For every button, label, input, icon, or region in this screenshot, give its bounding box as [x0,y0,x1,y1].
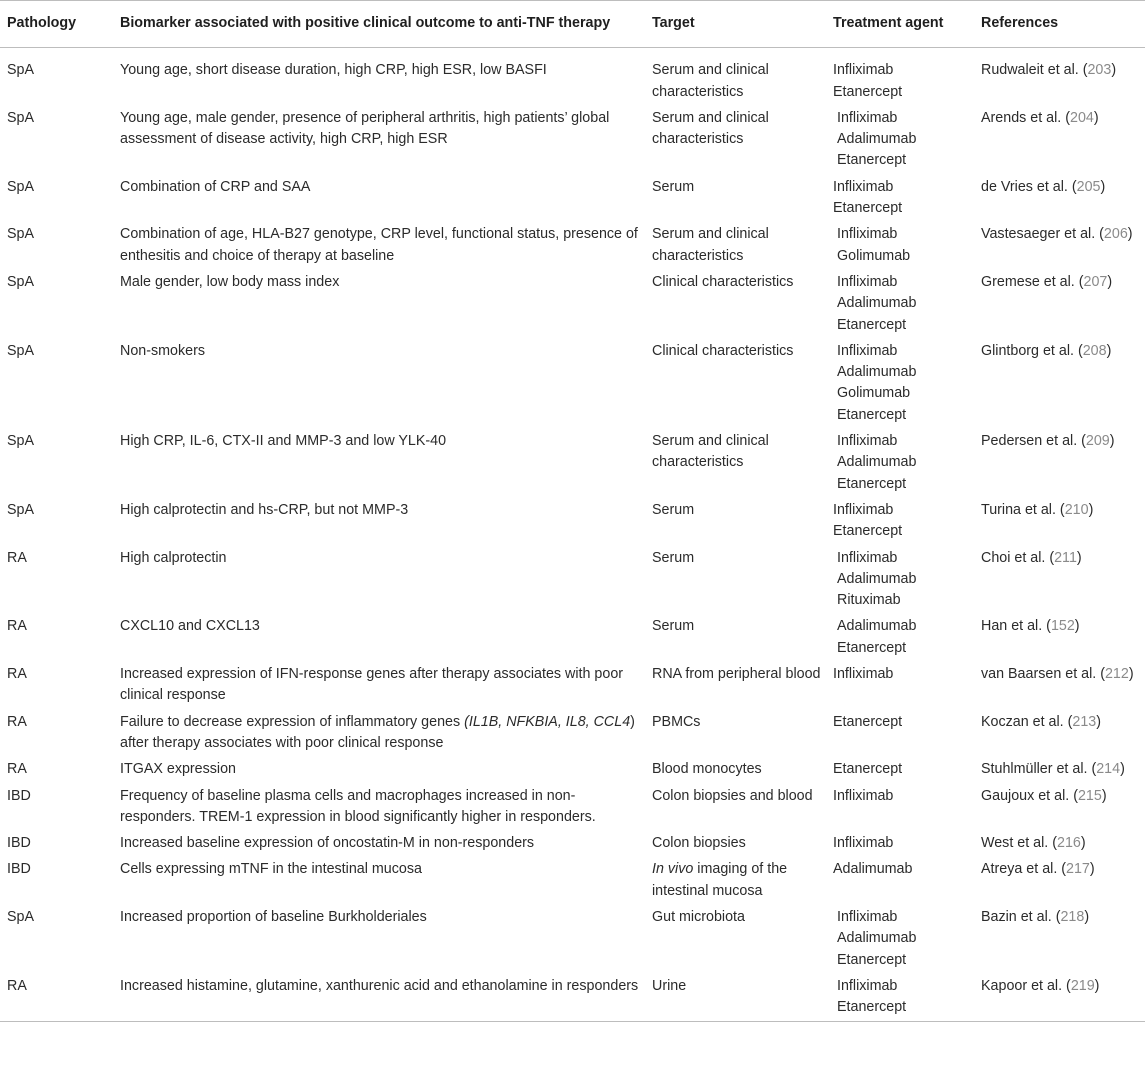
table-row [0,339,1145,429]
cell-target [644,546,825,615]
cell-biomarker [113,175,644,223]
cell-target [644,831,825,857]
cell-reference [973,710,1145,758]
cell-target [644,175,825,223]
target-text: Blood monocytes [652,761,762,778]
biomarker-text: Young age, short disease duration, high CRP, high ESR, low BASFI [120,62,547,79]
table-row [0,857,1145,905]
biomarker-text: Increased baseline expression of oncostatin-M in non-responders [120,835,535,852]
cell-biomarker [113,784,644,832]
reference-author: Stuhlmüller et al. ( [981,761,1097,778]
reference-author: Han et al. ( [981,618,1051,635]
cell-target [644,106,825,175]
target-text: Serum [652,178,695,195]
treatment-agent: Infliximab [837,226,898,243]
table-row [0,429,1145,498]
cell-pathology: SpA [7,109,35,126]
cell-pathology: SpA [7,433,35,450]
treatment-agent: Infliximab [837,908,898,925]
reference-author: van Baarsen et al. ( [981,666,1105,683]
cell-pathology: SpA [7,62,35,79]
cell-treatment-agent [825,614,973,662]
reference-close: ) [1074,618,1080,635]
target-text: Colon biopsies [652,835,746,852]
table-header [0,1,1145,48]
cell-biomarker [113,270,644,339]
cell-treatment-agent [825,546,973,615]
reference-close: ) [1111,62,1117,79]
cell-target [644,974,825,1022]
cell-reference [973,757,1145,783]
reference-number: 206 [1103,226,1128,243]
treatment-agent: Adalimumab [837,295,917,312]
reference-number: 214 [1096,761,1121,778]
reference-number: 213 [1072,713,1097,730]
reference-close: ) [1089,861,1095,878]
cell-target [644,429,825,498]
table-body [0,48,1145,1022]
reference-author: Arends et al. ( [981,109,1070,126]
reference-number: 210 [1064,501,1089,518]
biomarker-text: ITGAX expression [120,761,237,778]
cell-target [644,339,825,429]
target-text: Clinical characteristics [652,273,794,290]
target-text: Serum [652,549,695,566]
cell-treatment-agent [825,662,973,710]
reference-number: 207 [1083,273,1108,290]
reference-author: Atreya et al. ( [981,861,1067,878]
table-row [0,784,1145,832]
reference-close: ) [1106,342,1112,359]
biomarker-text: Combination of CRP and SAA [120,178,311,195]
biomarker-text: Failure to decrease expression of inflammatory genes [120,713,465,730]
reference-close: ) [1093,109,1099,126]
reference-number: 204 [1070,109,1094,126]
reference-close: ) [1109,433,1115,450]
treatment-agent: Etanercept [833,200,903,217]
treatment-agent: Etanercept [837,951,907,968]
reference-number: 209 [1085,433,1110,450]
cell-biomarker [113,614,644,662]
treatment-agent: Infliximab [833,62,894,79]
cell-biomarker [113,106,644,175]
reference-close: ) [1128,666,1134,683]
cell-biomarker [113,831,644,857]
cell-pathology: SpA [7,178,35,195]
target-text: Gut microbiota [652,908,745,925]
reference-close: ) [1094,977,1100,994]
target-text: Serum and clinical characteristics [652,62,769,100]
cell-treatment-agent [825,784,973,832]
treatment-agent: Adalimumab [837,131,917,148]
reference-number: 203 [1087,62,1112,79]
reference-number: 152 [1050,618,1075,635]
cell-target [644,662,825,710]
cell-treatment-agent [825,974,973,1022]
treatment-agent: Etanercept [837,475,907,492]
reference-number: 216 [1057,835,1081,852]
cell-reference [973,857,1145,905]
reference-close: ) [1107,273,1113,290]
treatment-agent: Adalimumab [837,930,917,947]
biomarker-text: High calprotectin and hs-CRP, but not MMP-3 [120,501,409,518]
cell-target [644,784,825,832]
cell-pathology: RA [7,761,27,778]
cell-treatment-agent [825,857,973,905]
cell-reference [973,905,1145,974]
treatment-agent: Infliximab [833,666,894,683]
cell-reference [973,662,1145,710]
cell-pathology: RA [7,666,27,683]
treatment-agent: Adalimumab [837,570,917,587]
reference-author: Pedersen et al. ( [981,433,1086,450]
header-row [0,1,1145,48]
cell-reference [973,974,1145,1022]
cell-target [644,710,825,758]
reference-close: ) [1084,908,1090,925]
reference-number: 215 [1077,787,1102,804]
reference-number: 211 [1054,549,1077,566]
reference-number: 219 [1070,977,1095,994]
target-text: Serum and clinical characteristics [652,433,769,471]
cell-pathology: SpA [7,342,35,359]
header-biomarker: Biomarker associated with positive clinical outcome to anti-TNF therapy [120,15,611,31]
reference-author: Gaujoux et al. ( [981,787,1078,804]
cell-treatment-agent [825,339,973,429]
target-text: Colon biopsies and blood [652,787,813,804]
biomarker-text: Increased expression of IFN-response genes after therapy associates with poor clinical response [120,666,624,704]
cell-pathology: IBD [7,835,31,852]
header-references: References [981,15,1059,31]
treatment-agent: Infliximab [837,109,898,126]
treatment-agent: Etanercept [833,83,903,100]
cell-reference [973,106,1145,175]
treatment-agent: Golimumab [837,247,911,264]
biomarker-text: Young age, male gender, presence of peripheral arthritis, high patients’ global assessment of disease activity, high CRP, high ESR [120,109,610,148]
reference-author: Choi et al. ( [981,549,1055,566]
reference-number: 205 [1076,178,1101,195]
biomarker-text-italic: (IL1B, NFKBIA, IL8, CCL4 [464,713,631,730]
reference-close: ) [1076,549,1082,566]
cell-treatment-agent [825,498,973,546]
target-text: PBMCs [652,713,701,730]
table-row [0,757,1145,783]
cell-pathology: SpA [7,501,35,518]
reference-close: ) [1088,501,1094,518]
cell-target [644,757,825,783]
treatment-agent: Golimumab [837,385,911,402]
table-row [0,662,1145,710]
reference-author: Glintborg et al. ( [981,342,1083,359]
reference-author: Turina et al. ( [981,501,1065,518]
cell-target [644,270,825,339]
table-row [0,614,1145,662]
cell-treatment-agent [825,831,973,857]
cell-reference [973,222,1145,270]
cell-reference [973,270,1145,339]
reference-author: Rudwaleit et al. ( [981,62,1088,79]
cell-pathology: RA [7,549,27,566]
target-text: Serum [652,618,695,635]
cell-reference [973,831,1145,857]
treatment-agent: Etanercept [833,761,903,778]
cell-biomarker [113,710,644,758]
cell-treatment-agent [825,905,973,974]
reference-author: Bazin et al. ( [981,908,1061,925]
treatment-agent: Infliximab [837,273,898,290]
target-text: imaging of the intestinal mucosa [652,861,788,899]
treatment-agent: Etanercept [837,316,907,333]
table-row [0,106,1145,175]
target-text: Serum and clinical characteristics [652,226,769,264]
target-text-italic: In vivo [652,861,694,878]
table-row [0,905,1145,974]
biomarker-text: Cells expressing mTNF in the intestinal mucosa [120,861,422,878]
reference-number: 218 [1060,908,1085,925]
cell-pathology: RA [7,977,27,994]
cell-reference [973,498,1145,546]
cell-target [644,614,825,662]
treatment-agent: Infliximab [833,835,894,852]
target-text: Clinical characteristics [652,342,794,359]
treatment-agent: Etanercept [833,713,903,730]
cell-reference [973,48,1145,106]
cell-biomarker [113,222,644,270]
cell-pathology: SpA [7,273,35,290]
treatment-agent: Etanercept [837,639,907,656]
reference-close: ) [1080,835,1086,852]
cell-reference [973,339,1145,429]
cell-reference [973,784,1145,832]
treatment-agent: Etanercept [833,523,903,540]
treatment-agent: Etanercept [837,406,907,423]
reference-author: de Vries et al. ( [981,178,1077,195]
table-row [0,710,1145,758]
treatment-agent: Infliximab [837,549,898,566]
biomarker-text: ) after therapy associates with poor clinical response [120,713,635,751]
reference-number: 208 [1082,342,1107,359]
table-row [0,48,1145,106]
reference-author: Koczan et al. ( [981,713,1073,730]
table-row [0,974,1145,1022]
header-treatment-agent: Treatment agent [833,15,944,31]
cell-reference [973,546,1145,615]
cell-target [644,857,825,905]
target-text: RNA from peripheral blood [652,666,821,683]
cell-treatment-agent [825,757,973,783]
reference-author: Vastesaeger et al. ( [981,226,1104,243]
biomarker-text: Male gender, low body mass index [120,273,340,290]
cell-biomarker [113,757,644,783]
treatment-agent: Infliximab [837,977,898,994]
table-row [0,546,1145,615]
cell-pathology: SpA [7,908,35,925]
biomarker-text: Frequency of baseline plasma cells and macrophages increased in non-responders. TREM-1 expression in blood significantly higher in responders. [120,787,596,825]
table-row [0,175,1145,223]
reference-close: ) [1120,761,1125,778]
cell-treatment-agent [825,222,973,270]
cell-biomarker [113,546,644,615]
table-row [0,222,1145,270]
reference-author: Gremese et al. ( [981,273,1084,290]
cell-pathology: IBD [7,787,31,804]
cell-biomarker [113,974,644,1022]
cell-reference [973,429,1145,498]
target-text: Serum [652,501,695,518]
biomarker-text: High calprotectin [120,549,227,566]
biomarker-text: CXCL10 and CXCL13 [120,618,260,635]
header-pathology: Pathology [7,15,77,31]
cell-pathology: IBD [7,861,31,878]
header-target: Target [652,15,695,31]
biomarker-text: Increased histamine, glutamine, xanthurenic acid and ethanolamine in responders [120,977,639,994]
biomarker-text: Combination of age, HLA-B27 genotype, CRP level, functional status, presence of enthesitis and choice of therapy at baseline [120,226,638,264]
cell-reference [973,175,1145,223]
reference-number: 212 [1104,666,1129,683]
treatment-agent: Infliximab [833,787,894,804]
biomarker-text: Increased proportion of baseline Burkholderiales [120,908,427,925]
table-row [0,498,1145,546]
treatment-agent: Adalimumab [837,618,917,635]
cell-target [644,222,825,270]
cell-reference [973,614,1145,662]
cell-biomarker [113,662,644,710]
reference-number: 217 [1066,861,1090,878]
treatment-agent: Rituximab [837,592,901,609]
treatment-agent: Infliximab [833,501,894,518]
treatment-agent: Adalimumab [837,454,917,471]
cell-treatment-agent [825,429,973,498]
treatment-agent: Infliximab [837,433,898,450]
reference-close: ) [1100,178,1106,195]
biomarker-text: Non-smokers [120,342,206,359]
biomarker-text: High CRP, IL-6, CTX-II and MMP-3 and low YLK-40 [120,433,447,450]
cell-treatment-agent [825,175,973,223]
target-text: Serum and clinical characteristics [652,109,769,148]
treatment-agent: Adalimumab [833,861,913,878]
cell-treatment-agent [825,48,973,106]
table-row [0,270,1145,339]
cell-target [644,48,825,106]
cell-pathology: RA [7,618,27,635]
reference-close: ) [1096,713,1102,730]
cell-treatment-agent [825,106,973,175]
treatment-agent: Adalimumab [837,364,917,381]
table-row [0,831,1145,857]
reference-close: ) [1127,226,1133,243]
treatment-agent: Infliximab [833,178,894,195]
cell-biomarker [113,48,644,106]
cell-pathology: SpA [7,226,35,243]
reference-author: West et al. ( [981,835,1058,852]
treatment-agent: Infliximab [837,342,898,359]
treatment-agent: Etanercept [837,999,907,1016]
cell-target [644,905,825,974]
reference-close: ) [1101,787,1107,804]
cell-target [644,498,825,546]
reference-author: Kapoor et al. ( [981,977,1071,994]
cell-biomarker [113,498,644,546]
cell-pathology: RA [7,713,27,730]
cell-treatment-agent [825,710,973,758]
cell-biomarker [113,429,644,498]
target-text: Urine [652,977,687,994]
cell-biomarker [113,339,644,429]
treatment-agent: Etanercept [837,152,907,169]
cell-biomarker [113,857,644,905]
cell-treatment-agent [825,270,973,339]
cell-biomarker [113,905,644,974]
